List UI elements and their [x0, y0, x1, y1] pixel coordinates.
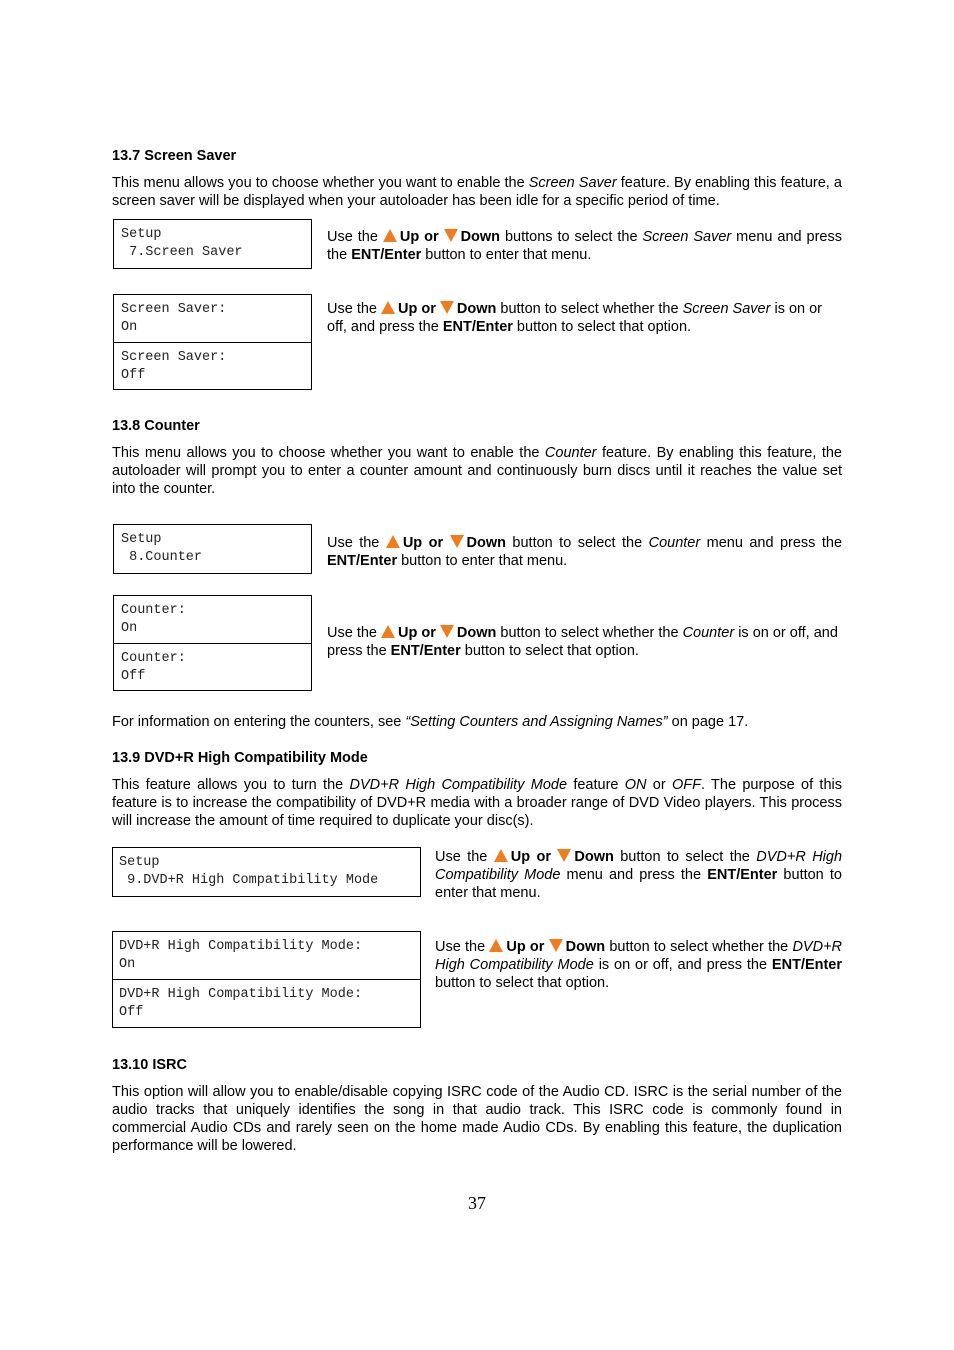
lcd-line: Counter: — [121, 603, 186, 618]
lcd-line: Screen Saver: — [121, 302, 227, 317]
lcd-line: Setup — [119, 855, 160, 870]
lcd-line: Screen Saver: — [121, 350, 227, 365]
lcd-screen-saver-menu — [113, 219, 312, 269]
lcd-line: DVD+R High Compatibility Mode: — [119, 939, 363, 954]
lcd-line: DVD+R High Compatibility Mode: — [119, 987, 363, 1002]
section-13-8-heading: 13.8 Counter — [112, 418, 200, 434]
section-13-9-heading: 13.9 DVD+R High Compatibility Mode — [112, 750, 368, 766]
counter-reference-note: For information on entering the counters, see “Setting Counters and Assigning Names” on page 17. — [112, 714, 749, 730]
counter-option-instructions: Use the Up or Down button to select whether the Counter is on or off, and press the ENT/Enter button to select that option. — [327, 625, 838, 659]
lcd-line: On — [121, 620, 138, 636]
section-13-9-intro: This feature allows you to turn the DVD+R High Compatibility Mode feature ON or OFF. The purpose of this feature is to increase the compatibility of DVD+R media with a broader range of DVD Video players. This process will increase the amount of time required to duplicate your disc(s). — [112, 777, 842, 829]
up-arrow-icon — [383, 229, 397, 242]
down-arrow-icon — [549, 939, 563, 952]
section-13-7-intro: This menu allows you to choose whether you want to enable the Screen Saver feature. By enabling this feature, a screen saver will be displayed when your autoloader has been idle for a specific period of time. — [112, 175, 842, 209]
section-13-7-heading: 13.7 Screen Saver — [112, 148, 237, 164]
lcd-line: Off — [121, 367, 146, 383]
lcd-line: 9.DVD+R High Compatibility Mode — [119, 872, 379, 888]
section-13-8-intro: This menu allows you to choose whether you want to enable the Counter feature. By enabling this feature, the autoloader will prompt you to enter a counter amount and continuously burn discs until it reaches the value set into the counter. — [112, 445, 843, 497]
down-arrow-icon — [557, 849, 571, 862]
dvdr-option-instructions: Use the Up or Down button to select whether the DVD+R High Compatibility Mode is on or off, and press the ENT/Enter button to select that option. — [435, 939, 843, 991]
lcd-dvdr-options — [112, 931, 421, 1028]
up-arrow-icon — [494, 849, 508, 862]
up-arrow-icon — [381, 625, 395, 638]
section-13-10-heading: 13.10 ISRC — [112, 1057, 187, 1073]
lcd-line: On — [119, 956, 136, 972]
lcd-counter-menu — [113, 524, 312, 574]
lcd-line: On — [121, 319, 138, 335]
down-arrow-icon — [450, 535, 464, 548]
dvdr-menu-instructions: Use the Up or Down button to select the DVD+R High Compatibility Mode menu and press the ENT/Enter button to enter that menu. — [435, 849, 843, 901]
down-arrow-icon — [440, 625, 454, 638]
up-arrow-icon — [489, 939, 503, 952]
screen-saver-menu-instructions: Use the Up or Down buttons to select the Screen Saver menu and press the ENT/Enter button to enter that menu. — [327, 229, 842, 263]
lcd-screen-saver-options — [113, 294, 312, 390]
lcd-dvdr-menu — [112, 847, 421, 897]
lcd-line: 7.Screen Saver — [121, 244, 243, 260]
down-arrow-icon — [444, 229, 458, 242]
page-number: 37 — [468, 1193, 486, 1213]
lcd-line: Counter: — [121, 651, 186, 666]
up-arrow-icon — [381, 301, 395, 314]
screen-saver-option-instructions: Use the Up or Down button to select whether the Screen Saver is on or off, and press the ENT/Enter button to select that option. — [327, 301, 823, 335]
lcd-line: Setup — [121, 227, 162, 242]
lcd-line: Setup — [121, 532, 162, 547]
down-arrow-icon — [440, 301, 454, 314]
lcd-line: 8.Counter — [121, 549, 203, 565]
counter-menu-instructions: Use the Up or Down button to select the Counter menu and press the ENT/Enter button to enter that menu. — [327, 535, 843, 569]
cross-reference-link: “Setting Counters and Assigning Names” — [405, 714, 668, 730]
up-arrow-icon — [386, 535, 400, 548]
section-13-10-body: This option will allow you to enable/disable copying ISRC code of the Audio CD. ISRC is the serial number of the audio tracks that uniquely identifies the song in that audio track. This ISRC code is commonly found in commercial Audio CDs and rarely seen on the home made Audio CDs. By enabling this feature, the duplication performance will be lowered. — [112, 1084, 842, 1154]
lcd-line: Off — [121, 668, 146, 684]
lcd-counter-options — [113, 595, 312, 691]
lcd-line: Off — [119, 1004, 144, 1020]
